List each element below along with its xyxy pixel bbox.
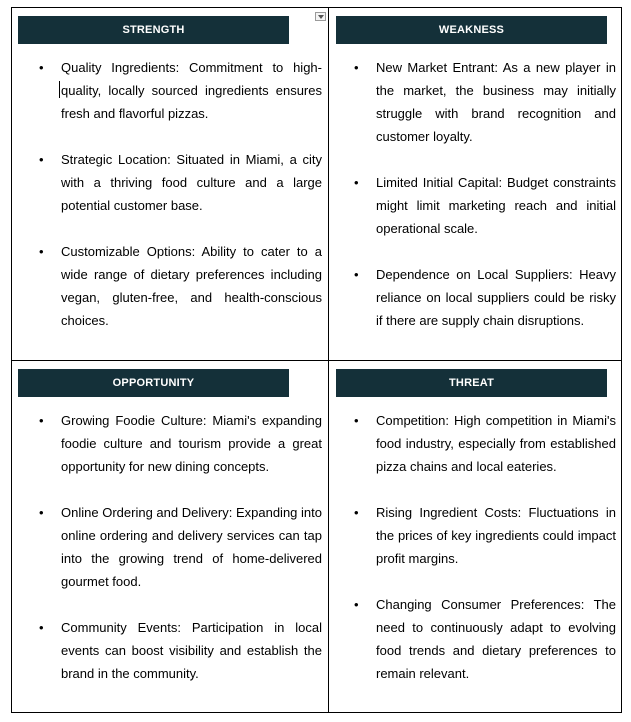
- chevron-down-icon[interactable]: [315, 12, 326, 21]
- bullet-icon: •: [39, 505, 44, 520]
- list-item-text: Growing Foodie Culture: Miami's expanding foodie culture and tourism provide a great opportunity for new dining concepts.: [61, 413, 322, 474]
- list-item-text: Online Ordering and Delivery: Expanding into online ordering and delivery services can tap into the growing trend of home-delivered gourmet food.: [61, 505, 322, 589]
- list-item-text: Limited Initial Capital: Budget constraints might limit marketing reach and initial operational scale.: [376, 175, 616, 236]
- bullet-icon: •: [39, 620, 44, 635]
- list-item: [36, 56, 322, 125]
- list-item-text: Rising Ingredient Costs: Fluctuations in the prices of key ingredients could impact profit margins.: [376, 505, 616, 566]
- strength-header: STRENGTH: [18, 16, 289, 44]
- bullet-icon: •: [39, 244, 44, 259]
- list-item: [351, 593, 616, 685]
- opportunity-header: OPPORTUNITY: [18, 369, 289, 397]
- bullet-icon: •: [354, 175, 359, 190]
- list-item-text: Community Events: Participation in local events can boost visibility and establish the brand in the community.: [61, 620, 322, 681]
- strength-list: [36, 56, 322, 355]
- list-item: [36, 501, 322, 593]
- opportunity-cell[interactable]: [11, 360, 329, 713]
- weakness-list: [351, 56, 616, 355]
- bullet-icon: •: [354, 597, 359, 612]
- bullet-icon: •: [39, 60, 44, 75]
- list-item-text: Competition: High competition in Miami's food industry, especially from established pizza chains and local eateries.: [376, 413, 616, 474]
- weakness-cell[interactable]: [328, 7, 622, 361]
- bullet-icon: •: [354, 505, 359, 520]
- bullet-icon: •: [354, 60, 359, 75]
- list-item-text: New Market Entrant: As a new player in the market, the business may initially struggle with brand recognition and customer loyalty.: [376, 60, 616, 144]
- threat-list: [351, 409, 616, 708]
- list-item: [36, 240, 322, 332]
- list-item: [36, 409, 322, 478]
- threat-header: THREAT: [336, 369, 607, 397]
- list-item: [351, 501, 616, 570]
- strength-cell[interactable]: [11, 7, 329, 361]
- list-item: [36, 148, 322, 217]
- swot-table: [11, 7, 622, 713]
- threat-cell[interactable]: [328, 360, 622, 713]
- list-item-text: Dependence on Local Suppliers: Heavy reliance on local suppliers could be risky if there are supply chain disruptions.: [376, 267, 616, 328]
- weakness-header: WEAKNESS: [336, 16, 607, 44]
- bullet-icon: •: [354, 267, 359, 282]
- bullet-icon: •: [39, 152, 44, 167]
- bullet-icon: •: [354, 413, 359, 428]
- list-item-text: Changing Consumer Preferences: The need to continuously adapt to evolving food trends and dietary preferences to remain relevant.: [376, 597, 616, 681]
- opportunity-list: [36, 409, 322, 708]
- list-item-text: Customizable Options: Ability to cater to a wide range of dietary preferences including vegan, gluten-free, and health-conscious choices.: [61, 244, 322, 328]
- bullet-icon: •: [39, 413, 44, 428]
- list-item: [36, 616, 322, 685]
- list-item: [351, 56, 616, 148]
- text-cursor: [59, 81, 60, 98]
- list-item: [351, 171, 616, 240]
- list-item: [351, 409, 616, 478]
- list-item-text: Quality Ingredients: Commitment to high-quality, locally sourced ingredients ensures fresh and flavorful pizzas.: [61, 60, 322, 121]
- list-item: [351, 263, 616, 332]
- list-item-text: Strategic Location: Situated in Miami, a city with a thriving food culture and a large potential customer base.: [61, 152, 322, 213]
